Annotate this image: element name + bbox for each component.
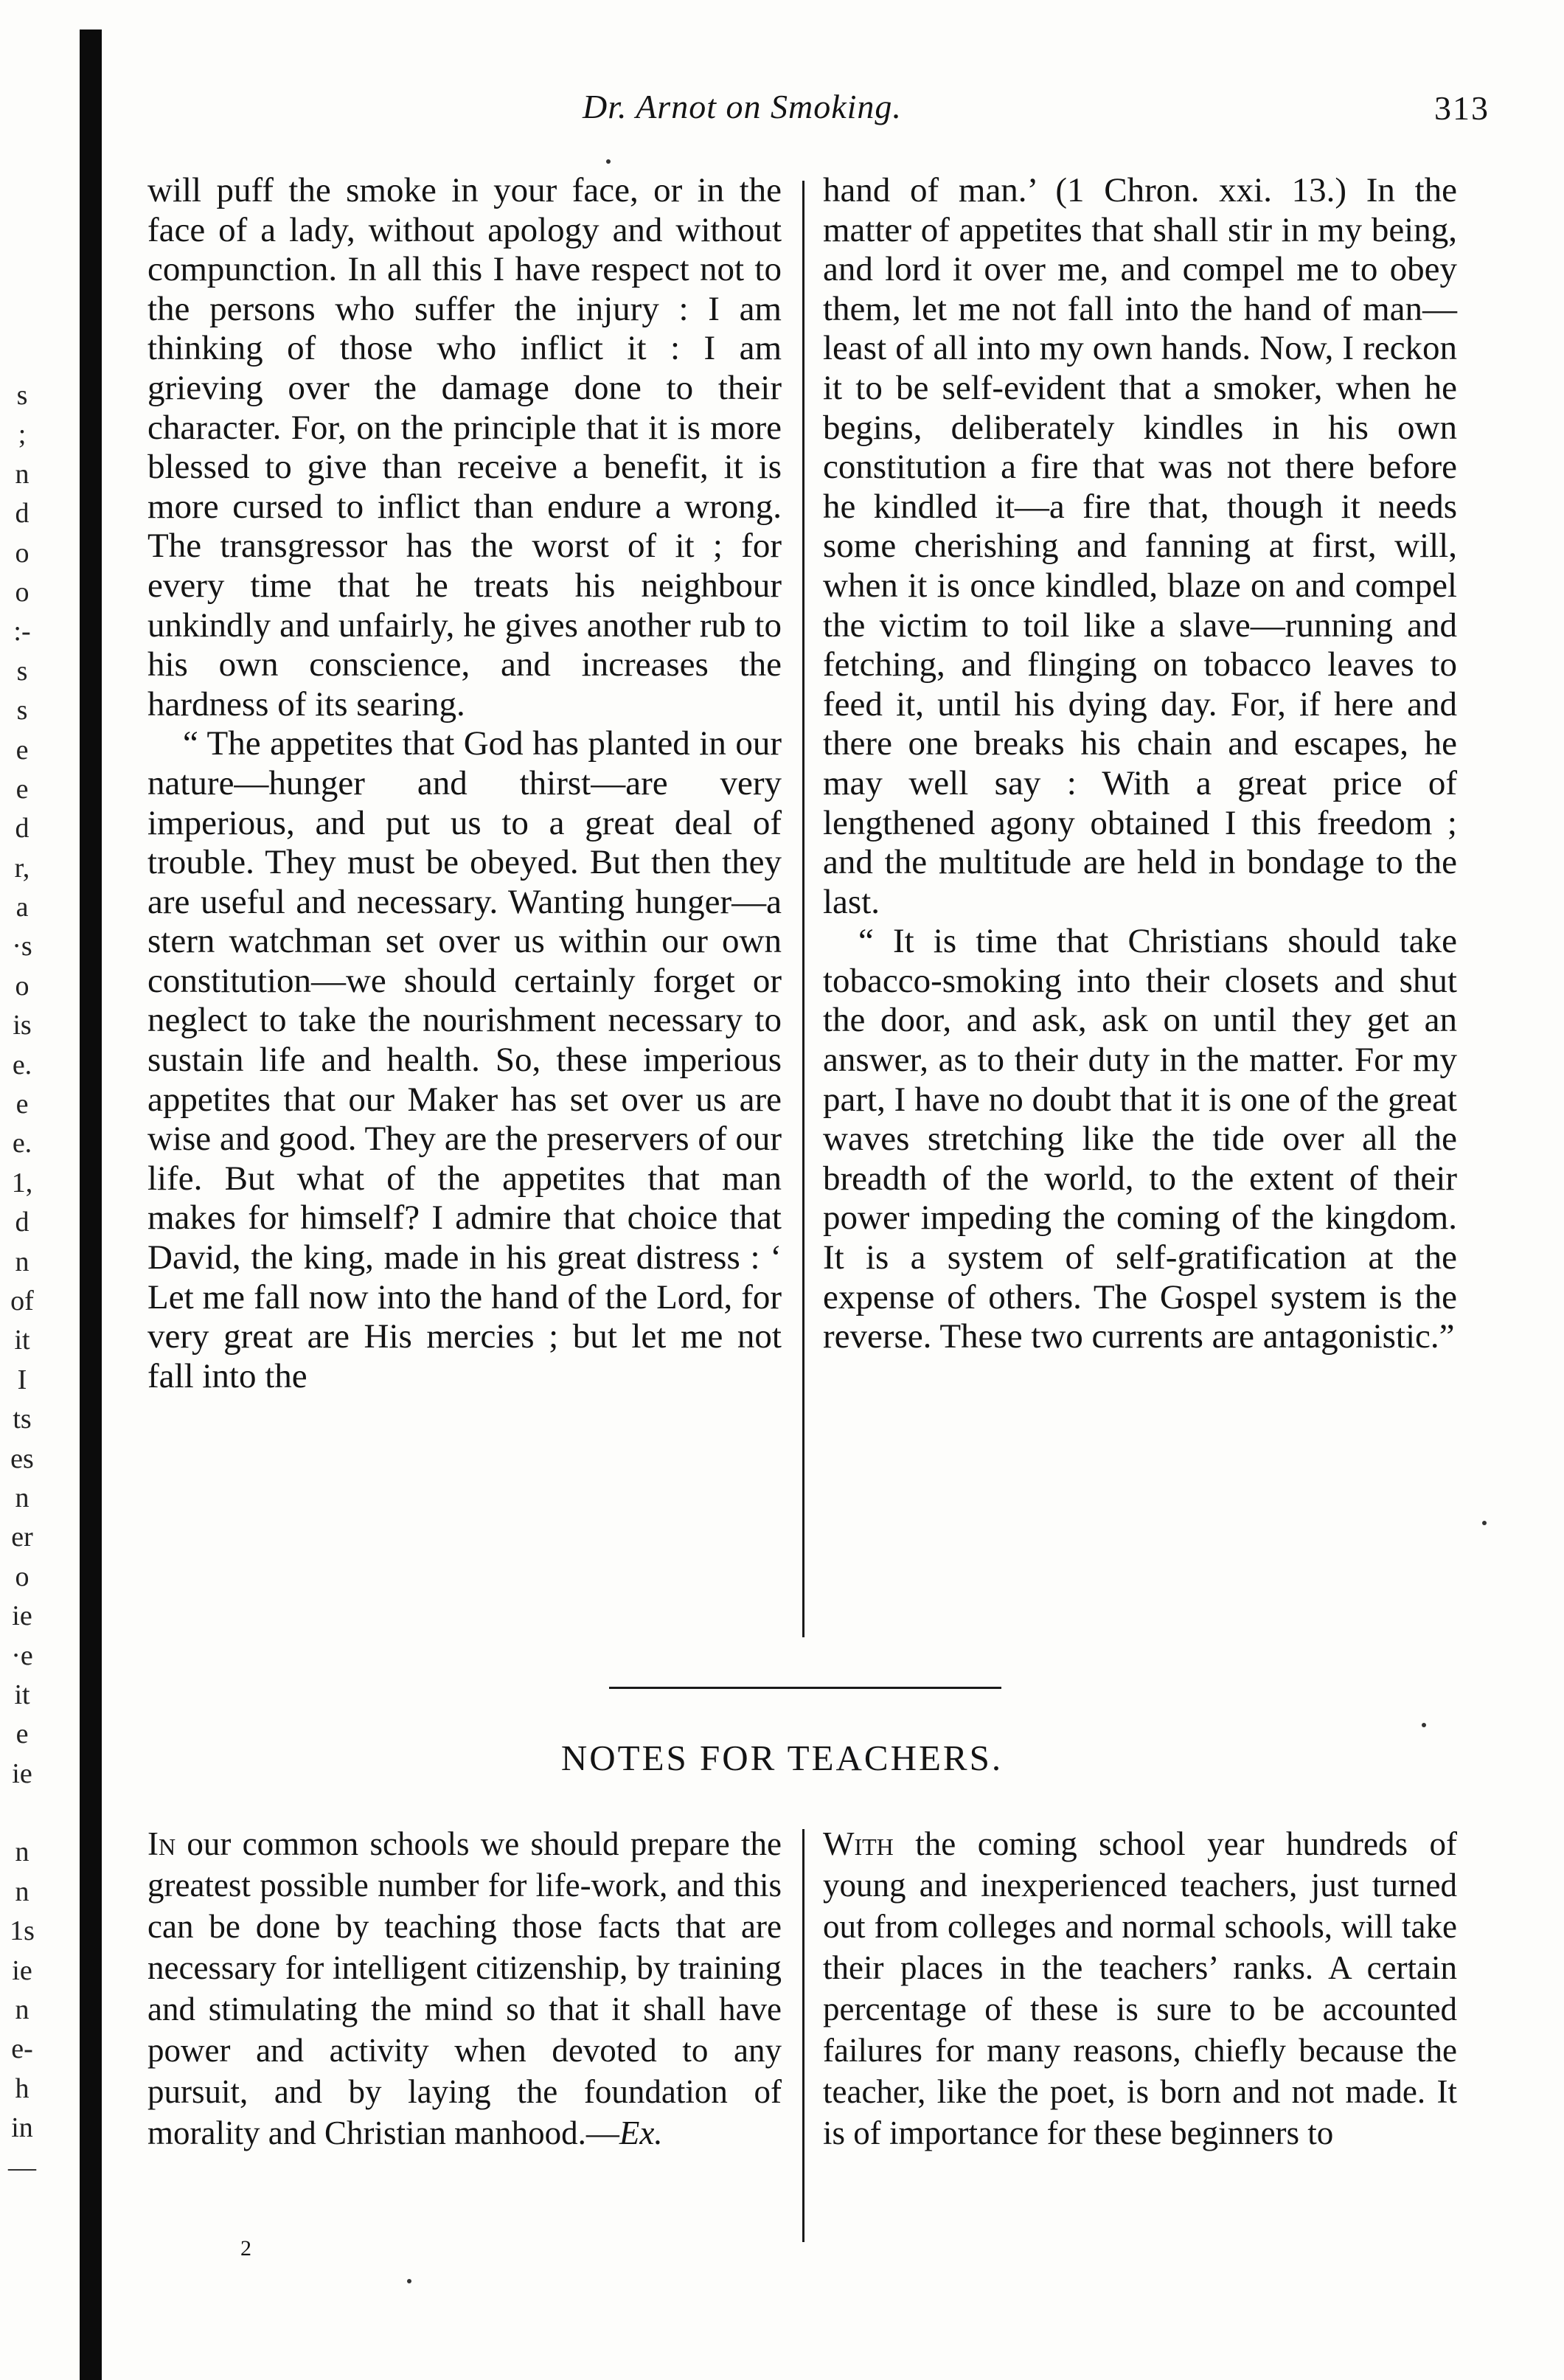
source-attribution: Ex. xyxy=(619,2114,663,2151)
drop-lead: With xyxy=(823,1825,894,1862)
drop-lead: In xyxy=(147,1825,176,1862)
bleed-fragment: 1s xyxy=(10,1915,35,1947)
bleed-fragment: of xyxy=(10,1285,34,1316)
bleed-fragment: a xyxy=(15,892,29,923)
bleed-fragment: n xyxy=(15,1482,29,1513)
bleed-fragment: d xyxy=(15,1207,29,1238)
bleed-fragment: ; xyxy=(18,419,27,451)
article-left-column xyxy=(147,171,782,1396)
bleed-fragment: d xyxy=(15,813,29,844)
article-right-column xyxy=(823,171,1457,1357)
bleed-fragment: I xyxy=(17,1364,27,1395)
bleed-fragment: es xyxy=(10,1443,34,1474)
bleed-fragment: n xyxy=(15,1994,29,2026)
column-divider xyxy=(802,1829,804,2242)
bleed-fragment: o xyxy=(15,1561,29,1592)
bleed-fragment: e. xyxy=(12,1049,32,1080)
bleed-fragment: e xyxy=(15,1089,29,1120)
running-title: Dr. Arnot on Smoking. xyxy=(583,88,902,125)
bleed-fragment: ts xyxy=(13,1404,32,1435)
bleed-fragment: er xyxy=(11,1522,33,1553)
paragraph: “ The appetites that God has planted in our nature—hunger and thirst—are very imperious, and put us to a great deal of trouble. They must be obeyed. But then they are useful and necessary. Wanting hunger—a stern watchman set over us within our own constitution—we should certainly forget or neglect to take the nourishment necessary to sustain life and health. So, these imperious appetites that our Maker has set over us are wise and good. They are the preservers of our life. But what of the appetites that man makes for himself? I admire that choice that David, the king, made in his great distress : ‘ Let me fall now into the hand of the Lord, for very great are His mercies ; but let me not fall into the xyxy=(147,724,782,1395)
ink-speck xyxy=(1482,1521,1487,1525)
bleed-fragment xyxy=(1,1794,43,1833)
bleed-fragment: e- xyxy=(11,2033,33,2065)
notes-right-column xyxy=(823,1823,1457,2154)
ink-speck xyxy=(407,2279,411,2283)
paragraph: hand of man.’ (1 Chron. xxi. 13.) In the matter of appetites that shall stir in my being, and lord it over me, and compel me to obey them, let me not fall into the hand of man—least of all into my own hands. Now, I reckon it to be self-evident that a smoker, when he begins, deliberately kindles in his own constitution a fire that was not there before he kindled it—a fire that, though it needs some cherishing and fanning at first, will, when it is once kindled, blaze on and compel the victim to toil like a slave—running and fetching, and flinging on tobacco leaves to feed it, until his dying day. For, if here and there one breaks his chain and escapes, he may well say : With a great price of lengthened agony obtained I this freedom ; and the multitude are held in bondage to the last. xyxy=(823,171,1457,921)
bleed-fragment: in xyxy=(11,2112,33,2144)
binding-gutter xyxy=(80,30,102,2380)
ink-speck xyxy=(606,159,611,164)
bleed-fragment: it xyxy=(14,1325,30,1356)
bleed-fragment: n xyxy=(15,1876,29,1907)
bleed-fragment: h xyxy=(15,2072,29,2104)
bleed-fragment: s xyxy=(16,655,28,687)
bleed-fragment: ie xyxy=(12,1954,32,1986)
paragraph xyxy=(823,1823,1457,2154)
bleed-fragment: e xyxy=(15,1718,29,1750)
paragraph-text: the coming school year hundreds of young and inexperienced teachers, just turned out from colleges and normal schools, will take their places in the teachers’ ranks. A certain percentage of these is sure to be accounted failures for many reasons, chiefly because the teacher, like the poet, is born and not made. It is of importance for these beginners to xyxy=(823,1825,1457,2151)
bleed-fragment: e xyxy=(15,773,29,805)
bleed-fragment: e xyxy=(15,734,29,766)
paragraph: will puff the smoke in your face, or in the face of a lady, without apology and without compunction. In all this I have respect not to the persons who suffer the injury : I am thinking of those who inflict it : I am grieving over the damage done to their character. For, on the principle that it is more blessed to give than receive a benefit, it is more cursed to inflict than endure a wrong. The transgressor has the worst of it ; for every time that he treats his neighbour unkindly and unfairly, he gives another rub to his own conscience, and increases the hardness of its searing. xyxy=(147,171,782,724)
paragraph xyxy=(147,1823,782,2154)
bleed-fragment: ·s xyxy=(12,931,32,962)
bleed-fragment: n xyxy=(15,1246,29,1277)
paragraph: “ It is time that Christians should take tobacco-smoking into their closets and shut the door, and ask, ask on until they get an answer, as to their duty in the matter. For my part, I have no doubt that it is one of the great waves stretching like the tide over all the breadth of the world, to the extent of their power impeding the coming of the kingdom. It is a system of self-gratification at the expense of others. The Gospel system is the reverse. These two currents are antagonistic.” xyxy=(823,922,1457,1356)
bleed-fragment: ie xyxy=(12,1758,32,1789)
bleed-fragment: d xyxy=(15,498,29,530)
ink-speck xyxy=(1422,1723,1426,1727)
bleed-fragment: n xyxy=(15,458,29,490)
bleed-fragment: is xyxy=(13,1010,32,1041)
column-divider xyxy=(802,181,804,1637)
bleed-fragment: o xyxy=(15,537,29,569)
bleed-fragment: ·e xyxy=(11,1640,33,1671)
bleed-fragment: r, xyxy=(14,852,30,884)
bleed-fragment: — xyxy=(8,2151,36,2183)
bleed-fragment: n xyxy=(15,1836,29,1868)
notes-left-column xyxy=(147,1823,782,2154)
page-number: 313 xyxy=(1434,89,1490,127)
bleed-fragment: :- xyxy=(13,616,31,648)
bleed-fragment: e. xyxy=(12,1128,32,1159)
bleed-fragment: 1, xyxy=(11,1167,33,1198)
bleed-fragment: s xyxy=(16,380,28,411)
bleed-fragment: o xyxy=(15,576,29,608)
signature-mark: 2 xyxy=(240,2236,251,2261)
paragraph-text: our common schools we should prepare the greatest possible number for life-work, and this can be done by teaching those facts that are necessary for intelligent citizenship, by training and stimulating the mind so that it shall have power and activity when devoted to any pursuit, and by laying the foundation of morality and Christian manhood.— xyxy=(147,1825,782,2151)
bleed-margin-text xyxy=(1,376,43,2188)
section-heading: NOTES FOR TEACHERS. xyxy=(560,1738,1004,1778)
bleed-fragment: o xyxy=(15,970,29,1002)
section-separator-rule xyxy=(609,1687,1001,1689)
bleed-fragment: it xyxy=(14,1679,30,1710)
bleed-fragment: s xyxy=(16,695,28,726)
bleed-fragment: ie xyxy=(12,1600,32,1632)
